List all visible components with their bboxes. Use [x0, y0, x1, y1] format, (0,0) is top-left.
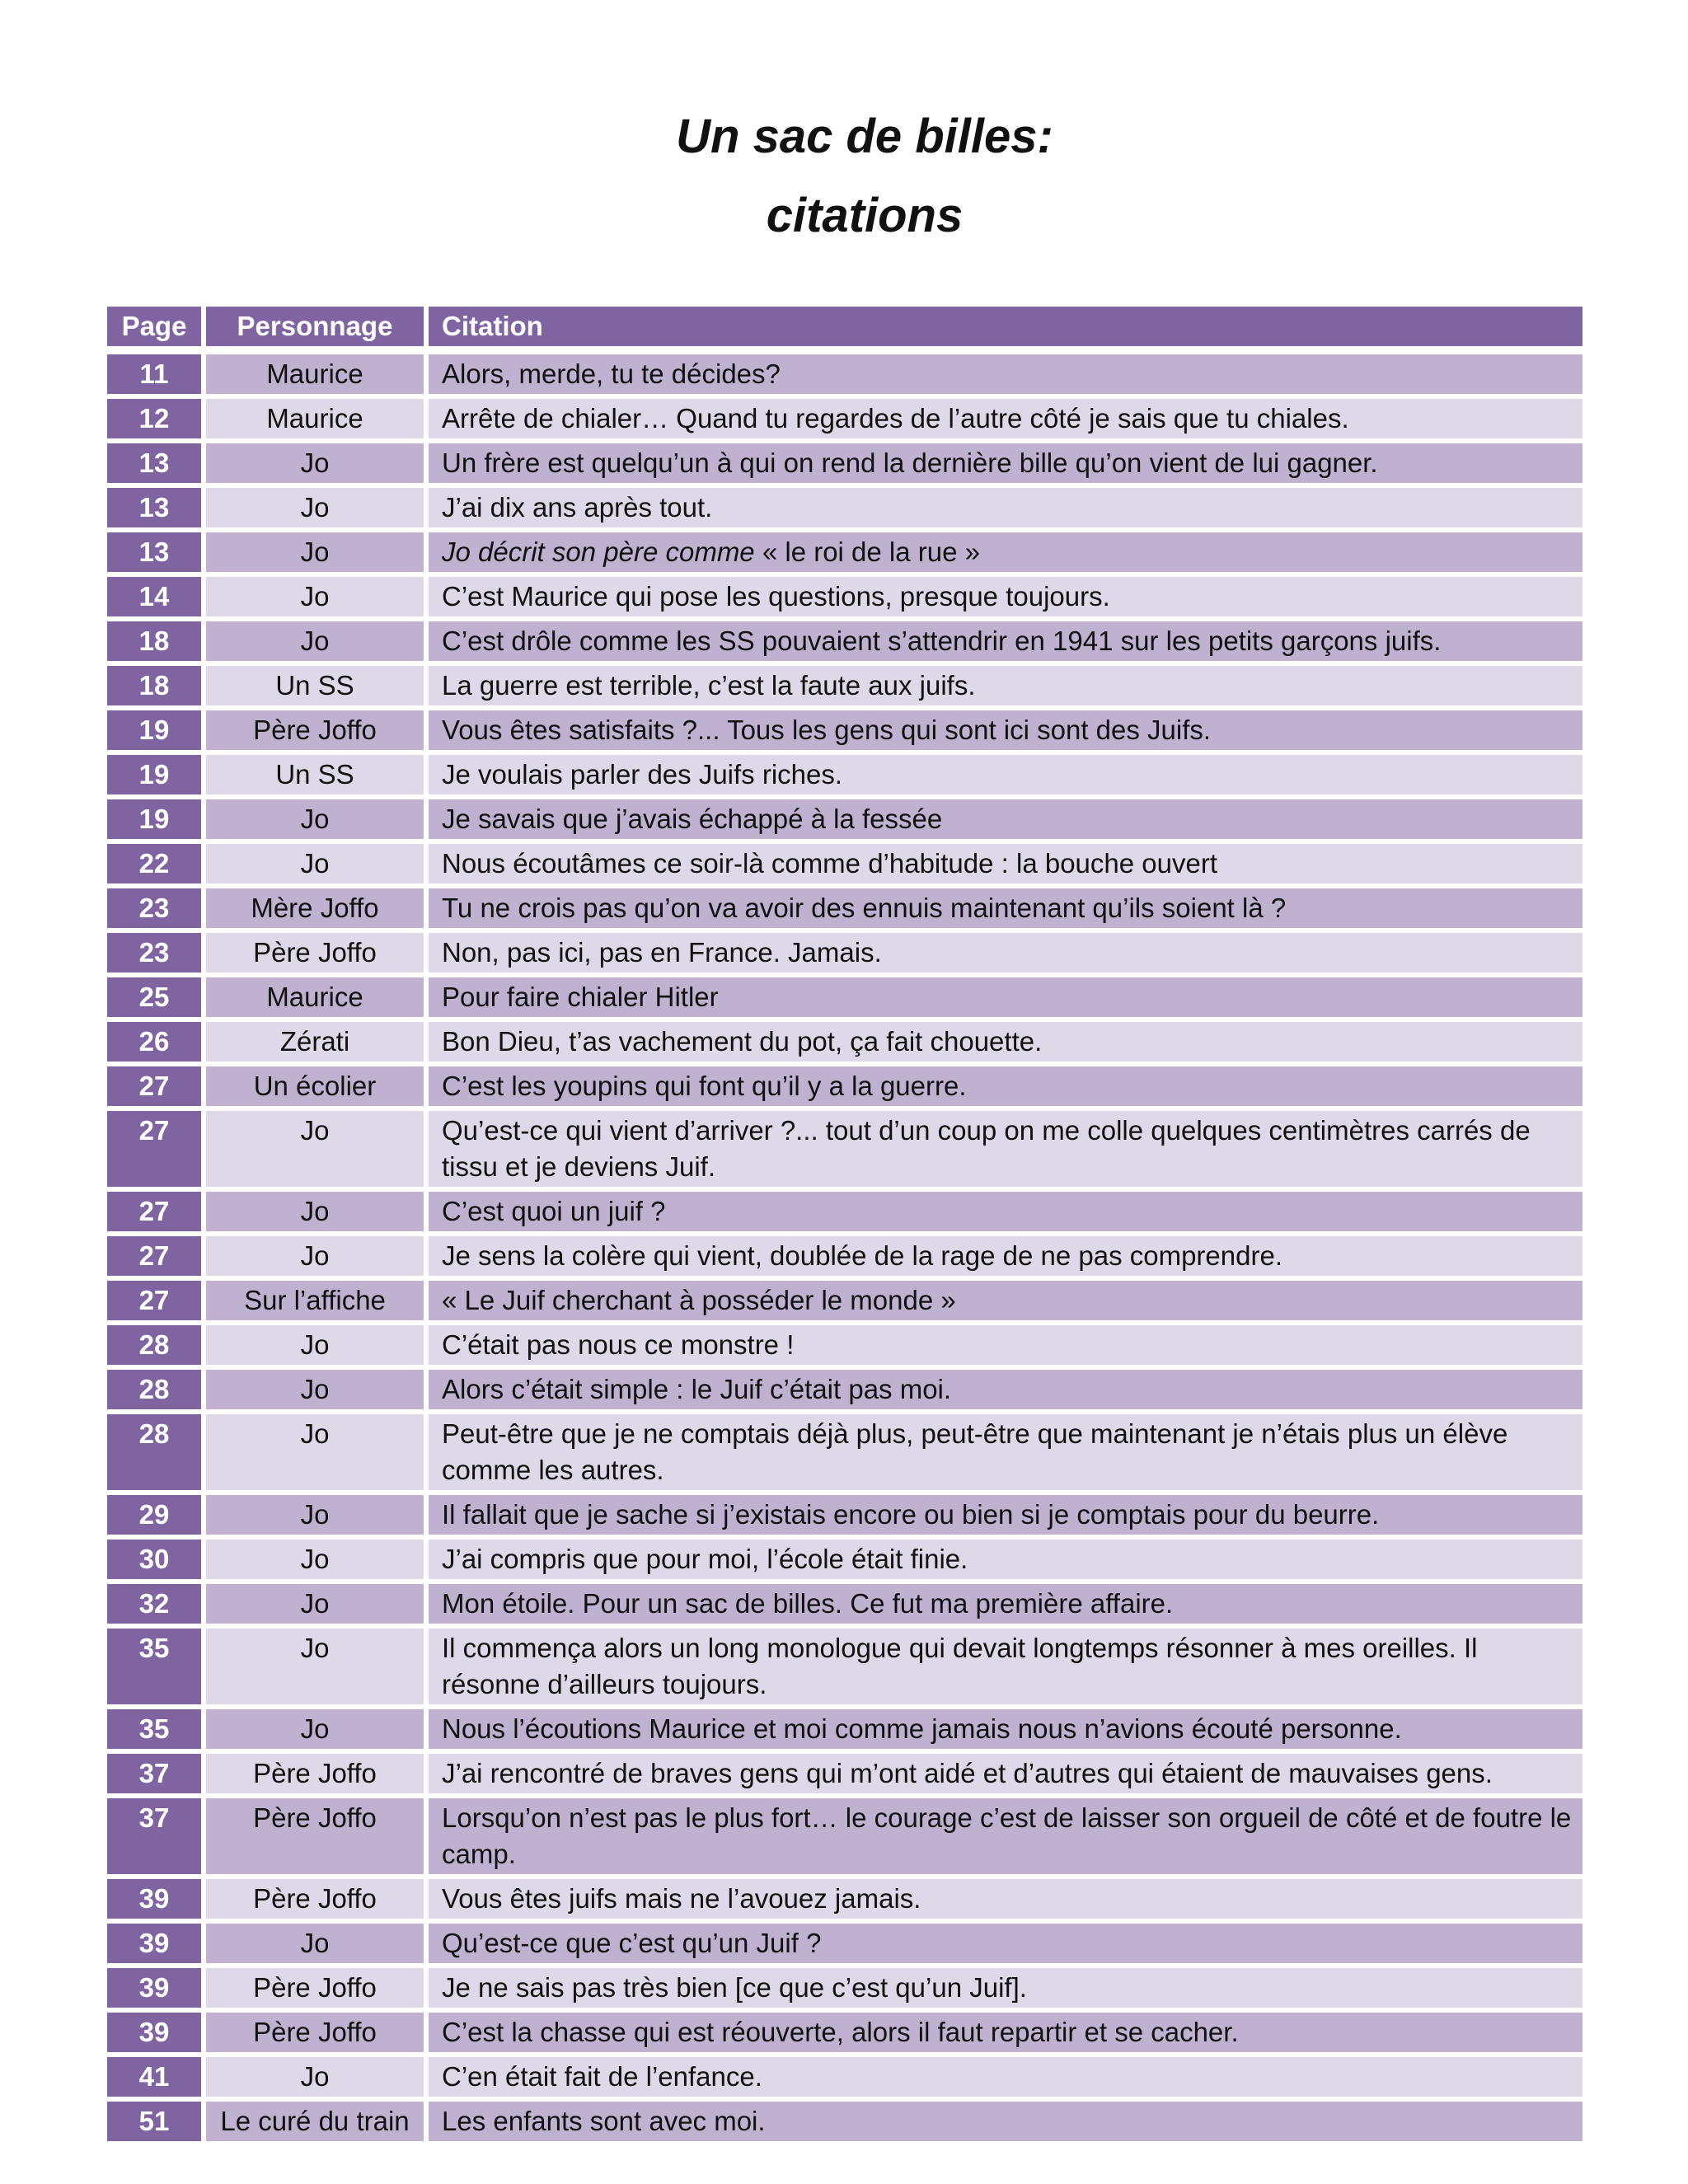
cell-person: Père Joffo — [206, 2013, 424, 2052]
cell-page: 27 — [107, 1236, 201, 1276]
cell-quote: Nous écoutâmes ce soir-là comme d’habitude : la bouche ouvert — [429, 844, 1582, 883]
cell-person: Jo — [206, 799, 424, 839]
cell-person: Jo — [206, 1495, 424, 1535]
cell-quote: Un frère est quelqu’un à qui on rend la dernière bille qu’on vient de lui gagner. — [429, 443, 1582, 483]
cell-quote — [429, 532, 1582, 572]
table-row — [107, 532, 1582, 572]
table-row — [107, 1325, 1582, 1365]
table-row — [107, 1709, 1582, 1749]
cell-page: 11 — [107, 354, 201, 394]
cell-person: Le curé du train — [206, 2102, 424, 2141]
document-title — [0, 97, 1688, 255]
cell-page: 28 — [107, 1414, 201, 1490]
cell-person: Mère Joffo — [206, 888, 424, 928]
cell-page: 19 — [107, 710, 201, 750]
cell-quote: Vous êtes satisfaits ?... Tous les gens qui sont ici sont des Juifs. — [429, 710, 1582, 750]
table-header-row — [107, 307, 1582, 346]
table-row — [107, 799, 1582, 839]
cell-quote: Nous l’écoutions Maurice et moi comme jamais nous n’avions écouté personne. — [429, 1709, 1582, 1749]
table-row — [107, 1111, 1582, 1187]
cell-person: Père Joffo — [206, 933, 424, 972]
table-row — [107, 666, 1582, 705]
table-row — [107, 1192, 1582, 1231]
cell-page: 28 — [107, 1370, 201, 1409]
cell-page: 28 — [107, 1325, 201, 1365]
cell-page: 25 — [107, 977, 201, 1017]
cell-person: Jo — [206, 1111, 424, 1187]
cell-person: Jo — [206, 1325, 424, 1365]
cell-page: 14 — [107, 577, 201, 616]
table-row — [107, 844, 1582, 883]
table-row — [107, 2013, 1582, 2052]
table-row — [107, 977, 1582, 1017]
cell-quote: C’est Maurice qui pose les questions, presque toujours. — [429, 577, 1582, 616]
cell-person: Jo — [206, 1629, 424, 1704]
table-row — [107, 1584, 1582, 1624]
cell-quote: Je sens la colère qui vient, doublée de la rage de ne pas comprendre. — [429, 1236, 1582, 1276]
cell-quote: « Le Juif cherchant à posséder le monde » — [429, 1281, 1582, 1320]
cell-person: Jo — [206, 1709, 424, 1749]
cell-person: Jo — [206, 488, 424, 527]
table-row — [107, 1754, 1582, 1793]
table-row — [107, 621, 1582, 661]
table-row — [107, 1798, 1582, 1874]
table-row — [107, 1281, 1582, 1320]
table-row — [107, 1236, 1582, 1276]
cell-quote: Il fallait que je sache si j’existais encore ou bien si je comptais pour du beurre. — [429, 1495, 1582, 1535]
cell-page: 22 — [107, 844, 201, 883]
cell-person: Jo — [206, 1370, 424, 1409]
table-row — [107, 1540, 1582, 1579]
cell-person: Jo — [206, 2057, 424, 2097]
cell-quote: Qu’est-ce que c’est qu’un Juif ? — [429, 1924, 1582, 1963]
cell-quote: Non, pas ici, pas en France. Jamais. — [429, 933, 1582, 972]
table-row — [107, 488, 1582, 527]
cell-page: 19 — [107, 799, 201, 839]
cell-quote: Tu ne crois pas qu’on va avoir des ennuis maintenant qu’ils soient là ? — [429, 888, 1582, 928]
cell-page: 35 — [107, 1629, 201, 1704]
table-row — [107, 933, 1582, 972]
cell-person: Maurice — [206, 977, 424, 1017]
table-row — [107, 443, 1582, 483]
cell-page: 39 — [107, 1924, 201, 1963]
cell-page: 18 — [107, 621, 201, 661]
cell-quote: C’en était fait de l’enfance. — [429, 2057, 1582, 2097]
cell-quote: Alors c’était simple : le Juif c’était pas moi. — [429, 1370, 1582, 1409]
cell-page: 41 — [107, 2057, 201, 2097]
cell-page: 13 — [107, 443, 201, 483]
table-row — [107, 1022, 1582, 1062]
table-row — [107, 1968, 1582, 2008]
cell-person: Père Joffo — [206, 1798, 424, 1874]
cell-quote: Pour faire chialer Hitler — [429, 977, 1582, 1017]
cell-page: 39 — [107, 1968, 201, 2008]
cell-page: 37 — [107, 1754, 201, 1793]
cell-person: Jo — [206, 1414, 424, 1490]
table-row — [107, 399, 1582, 438]
table-row — [107, 1414, 1582, 1490]
cell-quote: Peut-être que je ne comptais déjà plus, peut-être que maintenant je n’étais plus un élève comme les autres. — [429, 1414, 1582, 1490]
cell-quote: Alors, merde, tu te décides? — [429, 354, 1582, 394]
cell-quote: Je voulais parler des Juifs riches. — [429, 755, 1582, 794]
cell-page: 27 — [107, 1192, 201, 1231]
table-row — [107, 354, 1582, 394]
table-row — [107, 710, 1582, 750]
quote-italic-text: Jo décrit son père comme — [442, 537, 755, 567]
header-page: Page — [107, 307, 201, 346]
cell-person: Jo — [206, 532, 424, 572]
cell-person: Jo — [206, 1192, 424, 1231]
cell-quote: J’ai rencontré de braves gens qui m’ont aidé et d’autres qui étaient de mauvaises gens. — [429, 1754, 1582, 1793]
cell-person: Père Joffo — [206, 1879, 424, 1919]
table-row — [107, 2102, 1582, 2141]
cell-page: 29 — [107, 1495, 201, 1535]
cell-person: Jo — [206, 844, 424, 883]
cell-quote: Je savais que j’avais échappé à la fessée — [429, 799, 1582, 839]
cell-quote: C’est drôle comme les SS pouvaient s’attendrir en 1941 sur les petits garçons juifs. — [429, 621, 1582, 661]
table-row — [107, 577, 1582, 616]
cell-person: Jo — [206, 1236, 424, 1276]
cell-person: Jo — [206, 1540, 424, 1579]
header-person: Personnage — [206, 307, 424, 346]
table-row — [107, 1629, 1582, 1704]
cell-page: 35 — [107, 1709, 201, 1749]
table-row — [107, 1924, 1582, 1963]
table-row — [107, 1066, 1582, 1106]
cell-quote: La guerre est terrible, c’est la faute aux juifs. — [429, 666, 1582, 705]
cell-quote: Je ne sais pas très bien [ce que c’est qu’un Juif]. — [429, 1968, 1582, 2008]
cell-quote: J’ai dix ans après tout. — [429, 488, 1582, 527]
cell-quote: Les enfants sont avec moi. — [429, 2102, 1582, 2141]
cell-person: Jo — [206, 621, 424, 661]
cell-page: 27 — [107, 1066, 201, 1106]
cell-person: Maurice — [206, 399, 424, 438]
cell-page: 51 — [107, 2102, 201, 2141]
cell-page: 13 — [107, 532, 201, 572]
cell-quote: Arrête de chialer… Quand tu regardes de l’autre côté je sais que tu chiales. — [429, 399, 1582, 438]
cell-person: Jo — [206, 1924, 424, 1963]
cell-quote: C’est quoi un juif ? — [429, 1192, 1582, 1231]
cell-page: 26 — [107, 1022, 201, 1062]
cell-quote: C’est les youpins qui font qu’il y a la guerre. — [429, 1066, 1582, 1106]
cell-page: 13 — [107, 488, 201, 527]
cell-person: Père Joffo — [206, 1754, 424, 1793]
table-row — [107, 1495, 1582, 1535]
cell-person: Un SS — [206, 666, 424, 705]
table-row — [107, 888, 1582, 928]
cell-person: Jo — [206, 577, 424, 616]
cell-page: 27 — [107, 1111, 201, 1187]
cell-quote: Qu’est-ce qui vient d’arriver ?... tout d’un coup on me colle quelques centimètres carrés de tissu et je deviens Juif. — [429, 1111, 1582, 1187]
cell-person: Jo — [206, 1584, 424, 1624]
title-line-2: citations — [766, 189, 964, 242]
cell-person: Maurice — [206, 354, 424, 394]
cell-page: 39 — [107, 2013, 201, 2052]
cell-page: 39 — [107, 1879, 201, 1919]
cell-person: Père Joffo — [206, 710, 424, 750]
cell-page: 27 — [107, 1281, 201, 1320]
cell-page: 30 — [107, 1540, 201, 1579]
cell-quote: Mon étoile. Pour un sac de billes. Ce fut ma première affaire. — [429, 1584, 1582, 1624]
cell-page: 12 — [107, 399, 201, 438]
cell-person: Père Joffo — [206, 1968, 424, 2008]
cell-page: 18 — [107, 666, 201, 705]
cell-person: Un écolier — [206, 1066, 424, 1106]
cell-person: Un SS — [206, 755, 424, 794]
cell-page: 23 — [107, 933, 201, 972]
header-quote: Citation — [429, 307, 1582, 346]
cell-quote: Lorsqu’on n’est pas le plus fort… le courage c’est de laisser son orgueil de côté et de foutre le camp. — [429, 1798, 1582, 1874]
cell-quote: C’est la chasse qui est réouverte, alors il faut repartir et se cacher. — [429, 2013, 1582, 2052]
table-row — [107, 755, 1582, 794]
cell-page: 37 — [107, 1798, 201, 1874]
cell-quote: J’ai compris que pour moi, l’école était finie. — [429, 1540, 1582, 1579]
table-row — [107, 1879, 1582, 1919]
cell-person: Jo — [206, 443, 424, 483]
table-row — [107, 2057, 1582, 2097]
cell-quote: C’était pas nous ce monstre ! — [429, 1325, 1582, 1365]
title-line-1: Un sac de billes: — [676, 110, 1053, 163]
cell-page: 19 — [107, 755, 201, 794]
cell-page: 32 — [107, 1584, 201, 1624]
cell-person: Sur l’affiche — [206, 1281, 424, 1320]
cell-person: Zérati — [206, 1022, 424, 1062]
quote-text: « le roi de la rue » — [754, 537, 981, 567]
quotes-table — [107, 307, 1582, 2146]
cell-quote: Bon Dieu, t’as vachement du pot, ça fait chouette. — [429, 1022, 1582, 1062]
cell-quote: Il commença alors un long monologue qui devait longtemps résonner à mes oreilles. Il résonne d’ailleurs toujours. — [429, 1629, 1582, 1704]
cell-page: 23 — [107, 888, 201, 928]
table-row — [107, 1370, 1582, 1409]
cell-quote: Vous êtes juifs mais ne l’avouez jamais. — [429, 1879, 1582, 1919]
